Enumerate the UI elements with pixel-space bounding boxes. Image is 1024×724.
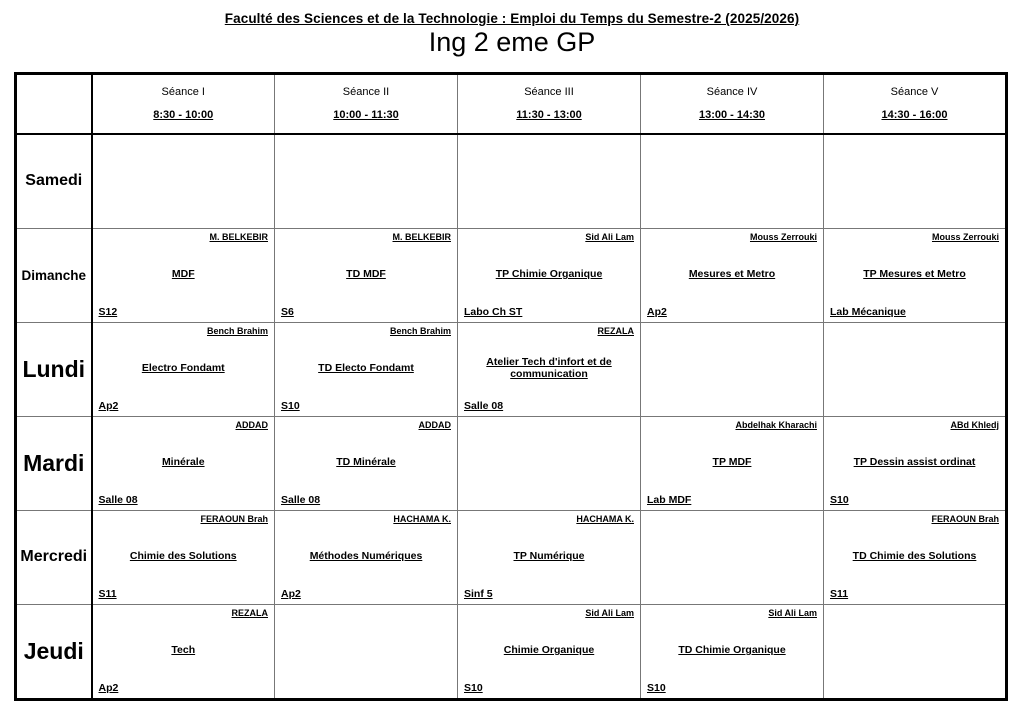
session-header-2 bbox=[275, 74, 458, 134]
timetable-cell bbox=[92, 416, 275, 510]
room-label: S11 bbox=[830, 587, 849, 600]
session-header-3 bbox=[458, 74, 641, 134]
teacher-name: FERAOUN Brah bbox=[931, 513, 999, 524]
teacher-name: Mouss Zerrouki bbox=[749, 231, 817, 242]
timetable-cell bbox=[92, 322, 275, 416]
teacher-name: Sid Ali Lam bbox=[768, 607, 817, 618]
teacher-name: REZALA bbox=[597, 325, 634, 336]
session-time: 14:30 - 16:00 bbox=[881, 109, 948, 122]
timetable-cell bbox=[641, 322, 824, 416]
room-label: S11 bbox=[98, 587, 117, 600]
timetable-cell bbox=[275, 416, 458, 510]
course-name: Tech bbox=[171, 644, 196, 656]
teacher-name: Abdelhak Kharachi bbox=[735, 419, 817, 430]
session-header-1 bbox=[92, 74, 275, 134]
room-label: S12 bbox=[98, 305, 118, 318]
course-name: TD Minérale bbox=[336, 456, 396, 468]
room-label: S10 bbox=[281, 399, 300, 412]
course-name: Chimie Organique bbox=[503, 644, 595, 656]
session-time: 13:00 - 14:30 bbox=[698, 109, 766, 122]
timetable-cell bbox=[641, 134, 824, 229]
timetable-cell bbox=[275, 604, 458, 699]
timetable-cell bbox=[458, 228, 641, 322]
room-label: Labo Ch ST bbox=[464, 305, 523, 318]
session-time: 11:30 - 13:00 bbox=[516, 109, 582, 122]
room-label: Salle 08 bbox=[281, 493, 321, 506]
timetable-cell bbox=[824, 228, 1007, 322]
teacher-name: ADDAD bbox=[418, 419, 451, 430]
timetable bbox=[14, 72, 1008, 701]
day-row-dimanche bbox=[16, 228, 1007, 322]
timetable-cell bbox=[824, 134, 1007, 229]
course-name: Electro Fondamt bbox=[141, 362, 225, 374]
session-label: Séance II bbox=[342, 86, 390, 99]
session-header-4 bbox=[641, 74, 824, 134]
day-row-samedi bbox=[16, 134, 1007, 229]
teacher-name: M. BELKEBIR bbox=[209, 231, 268, 242]
day-row-jeudi bbox=[16, 604, 1007, 699]
room-label: Ap2 bbox=[281, 587, 301, 600]
session-label: Séance IV bbox=[706, 86, 758, 99]
day-row-lundi bbox=[16, 322, 1007, 416]
teacher-name: Mouss Zerrouki bbox=[931, 231, 999, 242]
timetable-cell bbox=[92, 510, 275, 604]
room-label: Lab Mécanique bbox=[830, 305, 906, 318]
timetable-cell bbox=[824, 510, 1007, 604]
course-name: TD Chimie des Solutions bbox=[852, 550, 977, 562]
course-name: Chimie des Solutions bbox=[129, 550, 237, 562]
teacher-name: Sid Ali Lam bbox=[585, 231, 634, 242]
session-label: Séance V bbox=[890, 86, 939, 99]
teacher-name: FERAOUN Brah bbox=[200, 513, 268, 524]
room-label: S10 bbox=[830, 493, 849, 506]
room-label: S10 bbox=[464, 681, 483, 694]
course-name: TP Mesures et Metro bbox=[863, 268, 966, 280]
timetable-cell bbox=[458, 510, 641, 604]
room-label: Sinf 5 bbox=[464, 587, 493, 600]
timetable-cell bbox=[92, 228, 275, 322]
session-time: 10:00 - 11:30 bbox=[333, 109, 399, 122]
document-title: Faculté des Sciences et de la Technologie : Emploi du Temps du Semestre-2 (2025/2026) bbox=[224, 11, 800, 26]
timetable-cell bbox=[275, 322, 458, 416]
session-header-5 bbox=[824, 74, 1007, 134]
timetable-cell bbox=[275, 228, 458, 322]
session-label: Séance III bbox=[524, 86, 574, 99]
timetable-cell bbox=[458, 322, 641, 416]
timetable-cell bbox=[458, 134, 641, 229]
room-label: S6 bbox=[281, 305, 294, 318]
teacher-name: M. BELKEBIR bbox=[392, 231, 451, 242]
teacher-name: Bench Brahim bbox=[389, 325, 451, 336]
room-label: Ap2 bbox=[98, 681, 119, 694]
timetable-cell bbox=[275, 134, 458, 229]
timetable-cell bbox=[824, 604, 1007, 699]
room-label: Ap2 bbox=[647, 305, 667, 318]
day-label-dimanche: Dimanche bbox=[16, 228, 92, 322]
course-name: TD MDF bbox=[346, 268, 386, 280]
day-label-lundi: Lundi bbox=[16, 322, 92, 416]
teacher-name: HACHAMA K. bbox=[576, 513, 634, 524]
teacher-name: ADDAD bbox=[235, 419, 268, 430]
header-row bbox=[16, 74, 1007, 134]
timetable-cell bbox=[641, 228, 824, 322]
teacher-name: REZALA bbox=[231, 607, 268, 618]
room-label: Salle 08 bbox=[98, 493, 138, 506]
timetable-cell bbox=[458, 416, 641, 510]
room-label: Lab MDF bbox=[647, 493, 692, 506]
timetable-cell bbox=[92, 134, 275, 229]
teacher-name: Sid Ali Lam bbox=[585, 607, 634, 618]
day-label-jeudi: Jeudi bbox=[16, 604, 92, 699]
day-label-samedi: Samedi bbox=[16, 134, 92, 229]
corner-cell bbox=[16, 74, 92, 134]
course-name: Minérale bbox=[161, 456, 205, 468]
course-name: TP Chimie Organique bbox=[495, 268, 603, 280]
day-row-mardi bbox=[16, 416, 1007, 510]
course-name: TP MDF bbox=[712, 456, 752, 468]
timetable-cell bbox=[458, 604, 641, 699]
room-label: Ap2 bbox=[98, 399, 119, 412]
teacher-name: Bench Brahim bbox=[206, 325, 268, 336]
timetable-cell bbox=[824, 416, 1007, 510]
course-name: TP Dessin assist ordinat bbox=[853, 456, 976, 468]
day-row-mercredi bbox=[16, 510, 1007, 604]
teacher-name: ABd Khledj bbox=[950, 419, 999, 430]
course-name: Méthodes Numériques bbox=[309, 550, 423, 562]
course-name: TP Numérique bbox=[513, 550, 585, 562]
course-name: TD Electo Fondamt bbox=[318, 362, 414, 374]
course-name: Atelier Tech d'infort et de communication bbox=[486, 356, 612, 380]
course-name: MDF bbox=[171, 268, 195, 280]
session-label: Séance I bbox=[161, 86, 205, 99]
timetable-cell bbox=[641, 510, 824, 604]
course-name: Mesures et Metro bbox=[688, 268, 776, 280]
day-label-mardi: Mardi bbox=[16, 416, 92, 510]
timetable-cell bbox=[824, 322, 1007, 416]
room-label: S10 bbox=[647, 681, 666, 694]
timetable-cell bbox=[92, 604, 275, 699]
timetable-cell bbox=[275, 510, 458, 604]
course-name: TD Chimie Organique bbox=[678, 644, 786, 656]
timetable-cell bbox=[641, 604, 824, 699]
session-time: 8:30 - 10:00 bbox=[153, 109, 214, 122]
day-label-mercredi: Mercredi bbox=[16, 510, 92, 604]
room-label: Salle 08 bbox=[464, 399, 504, 412]
timetable-cell bbox=[641, 416, 824, 510]
teacher-name: HACHAMA K. bbox=[393, 513, 451, 524]
class-name-title: Ing 2 eme GP bbox=[428, 27, 596, 57]
